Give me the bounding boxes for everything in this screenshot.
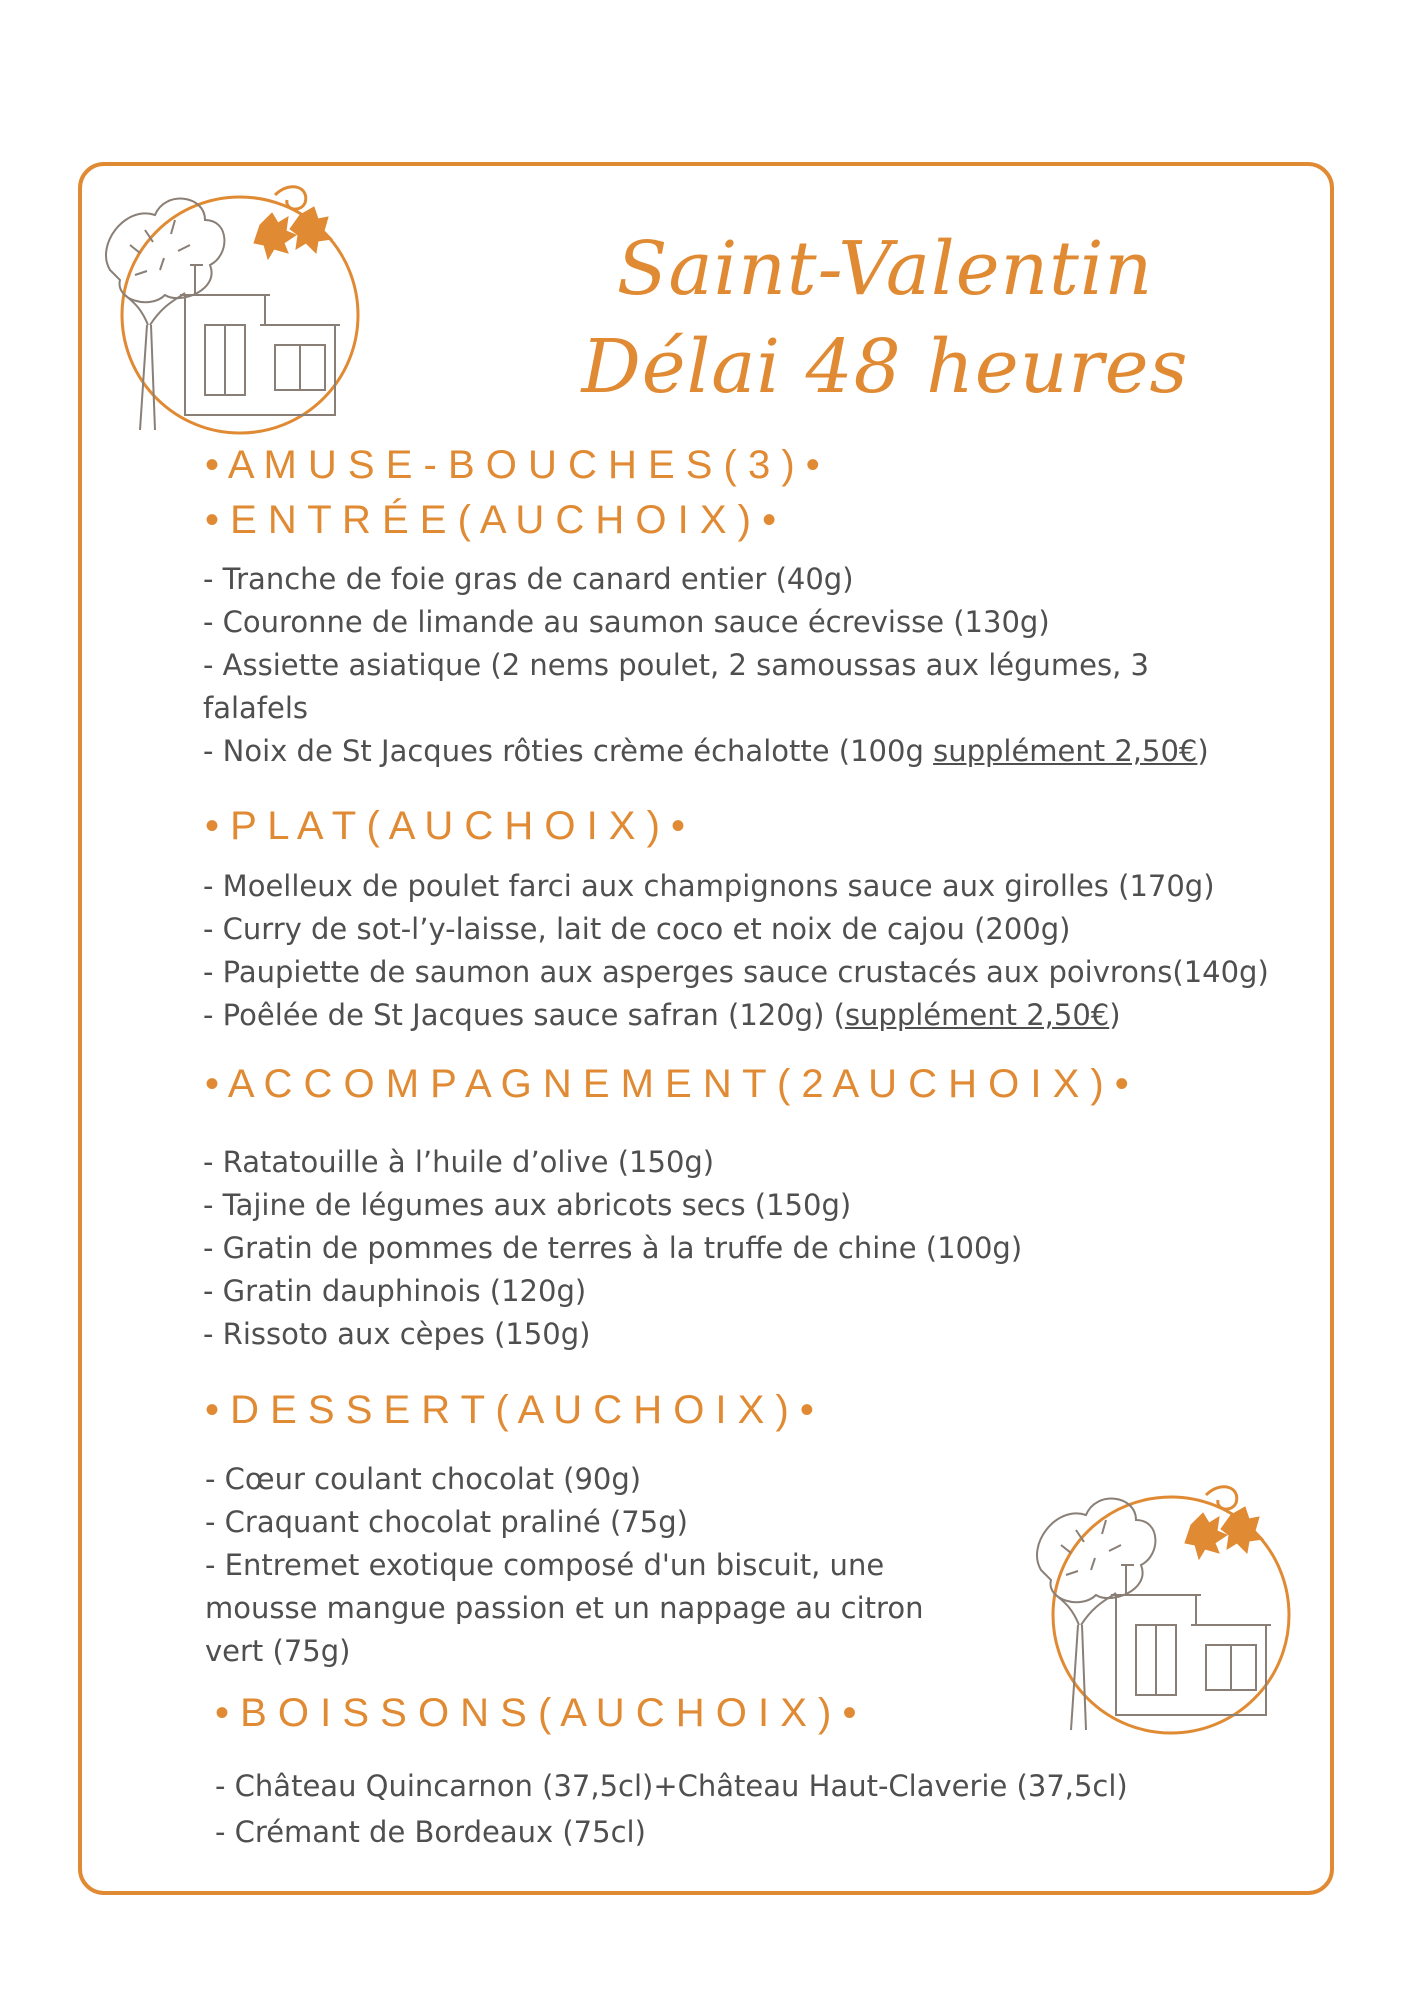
menu-item: - Cœur coulant chocolat (90g) (205, 1462, 642, 1496)
item-text-end: ) (1109, 998, 1121, 1032)
item-text: - Poêlée de St Jacques sauce safran (120g) ( (203, 998, 845, 1032)
menu-item: - Gratin dauphinois (120g) (203, 1274, 587, 1308)
menu-item: - Moelleux de poulet farci aux champignons sauce aux girolles (170g) (203, 869, 1215, 903)
title-line-2: Délai 48 heures (581, 324, 1189, 410)
menu-item: - Curry de sot-l’y-laisse, lait de coco et noix de cajou (200g) (203, 912, 1071, 946)
menu-item: - Crémant de Bordeaux (75cl) (215, 1815, 646, 1849)
menu-item: mousse mangue passion et un nappage au citron (205, 1591, 924, 1625)
supplement-note: supplément 2,50€ (933, 734, 1198, 768)
section-heading-amuse-bouches: • A M U S E - B O U C H E S ( 3 ) • (205, 443, 820, 487)
menu-item: - Couronne de limande au saumon sauce écrevisse (130g) (203, 605, 1050, 639)
title-line-1: Saint-Valentin (616, 226, 1154, 312)
menu-item: vert (75g) (205, 1634, 351, 1668)
supplement-note: supplément 2,50€ (844, 998, 1110, 1032)
menu-item: - Entremet exotique composé d'un biscuit, une (205, 1548, 885, 1582)
menu-item: - Tajine de légumes aux abricots secs (150g) (203, 1188, 852, 1222)
section-heading-plat: • P L A T ( A U C H O I X ) • (205, 804, 686, 848)
menu-item: - Gratin de pommes de terres à la truffe de chine (100g) (203, 1231, 1023, 1265)
menu-item: - Château Quincarnon (37,5cl)+Château Haut-Claverie (37,5cl) (215, 1769, 1128, 1803)
menu-item: - Tranche de foie gras de canard entier (40g) (203, 562, 854, 596)
menu-item (203, 734, 1209, 768)
item-text: - Noix de St Jacques rôties crème échalotte (100g (203, 734, 934, 768)
section-heading-accompagnement: • A C C O M P A G N E M E N T ( 2 A U C H O I X ) • (205, 1062, 1129, 1106)
menu-item (203, 998, 1121, 1032)
item-text-end: ) (1197, 734, 1209, 768)
section-heading-dessert: • D E S S E R T ( A U C H O I X ) • (205, 1388, 814, 1432)
menu-item: - Rissoto aux cèpes (150g) (203, 1317, 591, 1351)
menu-item: - Assiette asiatique (2 nems poulet, 2 samoussas aux légumes, 3 (203, 648, 1149, 682)
restaurant-logo-icon (85, 175, 385, 445)
section-heading-entree: • E N T R É E ( A U C H O I X ) • (205, 498, 777, 542)
menu-item: - Craquant chocolat praliné (75g) (205, 1505, 688, 1539)
restaurant-logo-icon (1016, 1475, 1316, 1745)
menu-item: - Paupiette de saumon aux asperges sauce crustacés aux poivrons(140g) (203, 955, 1269, 989)
section-heading-boissons: • B O I S S O N S ( A U C H O I X ) • (215, 1691, 857, 1735)
menu-item: falafels (203, 691, 309, 725)
menu-item: - Ratatouille à l’huile d’olive (150g) (203, 1145, 715, 1179)
